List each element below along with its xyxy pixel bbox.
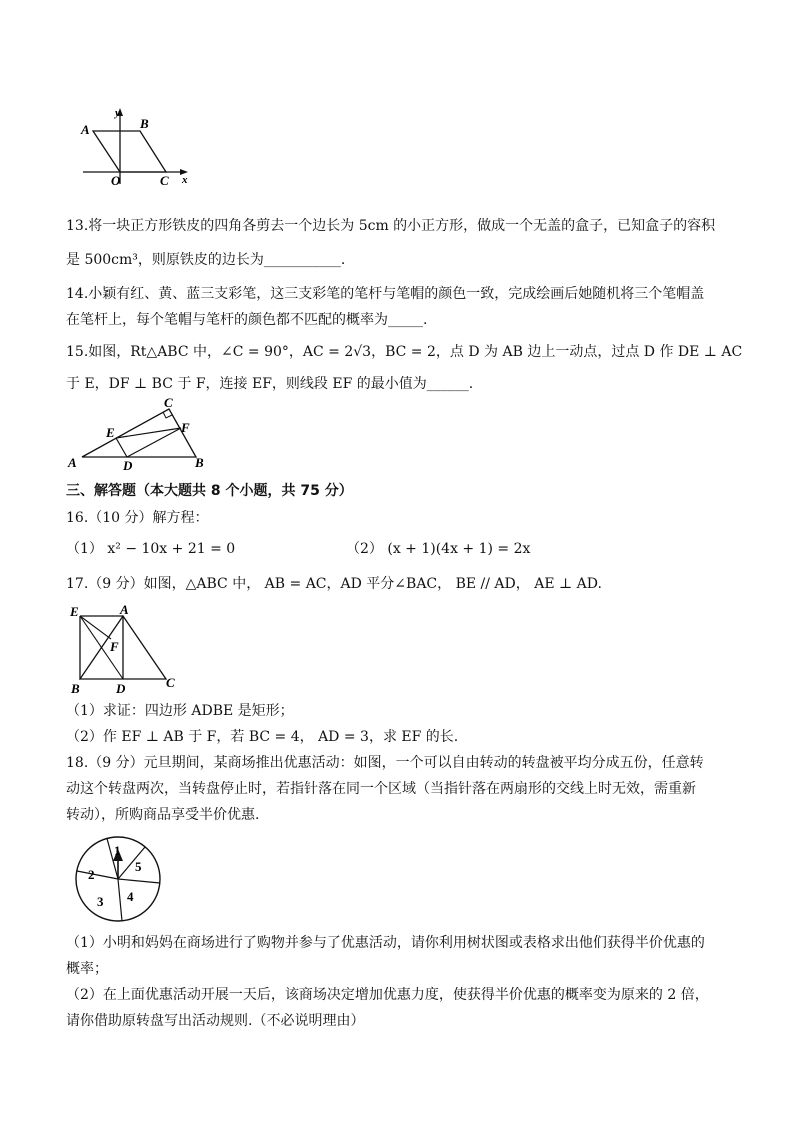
label-A: A <box>120 602 129 617</box>
segment-DE <box>116 438 127 457</box>
q18-part2-line2: 请你借助原转盘写出活动规则.（不必说明理由） <box>66 1013 365 1029</box>
label-B: B <box>195 455 204 470</box>
q16-part2: （2） (x + 1)(4x + 1) = 2x <box>346 541 531 557</box>
label-y: y <box>115 107 120 119</box>
q13-line1: 13.将一块正方形铁皮的四角各剪去一个边长为 5cm 的小正方形，做成一个无盖的盒子，已知盒子的容积 <box>66 218 716 234</box>
label-C: C <box>166 675 175 690</box>
q15-line1: 15.如图，Rt△ABC 中，∠C = 90°，AC = 2√3，BC = 2，点 D 为 AB 边上一动点，过点 D 作 DE ⊥ AC <box>66 344 743 360</box>
triangle-ABC <box>82 409 196 457</box>
q18-line2: 动这个转盘两次，当转盘停止时，若指针落在同一个区域（当指针落在两扇形的交线上时无效，需重新 <box>66 781 696 797</box>
label-O: O <box>111 173 121 188</box>
sector-label-5: 5 <box>135 859 142 874</box>
divider-line <box>118 879 122 921</box>
q13-line2: 是 500cm³，则原铁皮的边长为___________. <box>66 252 346 268</box>
sector-label-4: 4 <box>127 889 134 904</box>
sector-label-1: 1 <box>114 843 121 858</box>
q16-part1: （1） x² − 10x + 21 = 0 <box>66 541 236 557</box>
label-C: C <box>160 173 169 188</box>
label-F: F <box>110 639 119 654</box>
label-B: B <box>71 681 80 696</box>
label-A: A <box>81 122 90 137</box>
q14-line1: 14.小颖有红、黄、蓝三支彩笔，这三支彩笔的笔杆与笔帽的颜色一致，完成绘画后她随机将三个笔帽盖 <box>66 286 705 302</box>
label-D: D <box>123 458 133 471</box>
divider-line <box>118 879 160 883</box>
q14-line2: 在笔杆上，每个笔帽与笔杆的颜色都不匹配的概率为_____. <box>66 312 428 328</box>
q17-part1: （1）求证：四边形 ADBE 是矩形； <box>66 703 294 719</box>
segment-EF <box>80 616 111 639</box>
label-B: B <box>140 116 149 131</box>
q18-spinner-figure <box>72 833 164 925</box>
label-E: E <box>106 425 115 440</box>
q17-part2: （2）作 EF ⊥ AB 于 F，若 BC = 4， AD = 3，求 EF 的长. <box>66 729 459 745</box>
label-D: D <box>116 681 126 696</box>
q18-part2-line1: （2）在上面优惠活动开展一天后，该商场决定增加优惠力度，使获得半价优惠的概率变为原来的 2 倍， <box>66 987 709 1003</box>
sector-label-2: 2 <box>88 867 95 882</box>
q15-figure <box>64 395 214 471</box>
label-C: C <box>164 395 173 410</box>
label-F: F <box>181 420 190 435</box>
q18-part1-line1: （1）小明和妈妈在商场进行了购物并参与了优惠活动，请你利用树状图或表格求出他们获得半价优惠的 <box>66 935 705 951</box>
label-A: A <box>68 455 77 470</box>
sector-label-3: 3 <box>97 894 104 909</box>
parallelogram-ABCO <box>93 131 166 172</box>
label-x: x <box>182 174 188 186</box>
q18-line1: 18.（9 分）元旦期间，某商场推出优惠活动：如图，一个可以自由转动的转盘被平均分成五份，任意转 <box>66 755 704 771</box>
q18-line3: 转动），所购商品享受半价优惠. <box>66 807 260 823</box>
q16-header: 16.（10 分）解方程： <box>66 510 209 526</box>
q17-figure <box>66 600 186 696</box>
q18-part1-line2: 概率； <box>66 961 108 977</box>
divider-line <box>77 871 118 879</box>
q12-figure <box>78 104 193 188</box>
section-3-title: 三、解答题（本大题共 8 个小题，共 75 分） <box>66 483 353 499</box>
q17-header: 17.（9 分）如图，△ABC 中， AB = AC，AD 平分∠BAC， BE // AD， AE ⊥ AD. <box>66 576 602 592</box>
q15-line2: 于 E，DF ⊥ BC 于 F，连接 EF，则线段 EF 的最小值为______. <box>66 376 474 392</box>
label-E: E <box>70 604 79 619</box>
